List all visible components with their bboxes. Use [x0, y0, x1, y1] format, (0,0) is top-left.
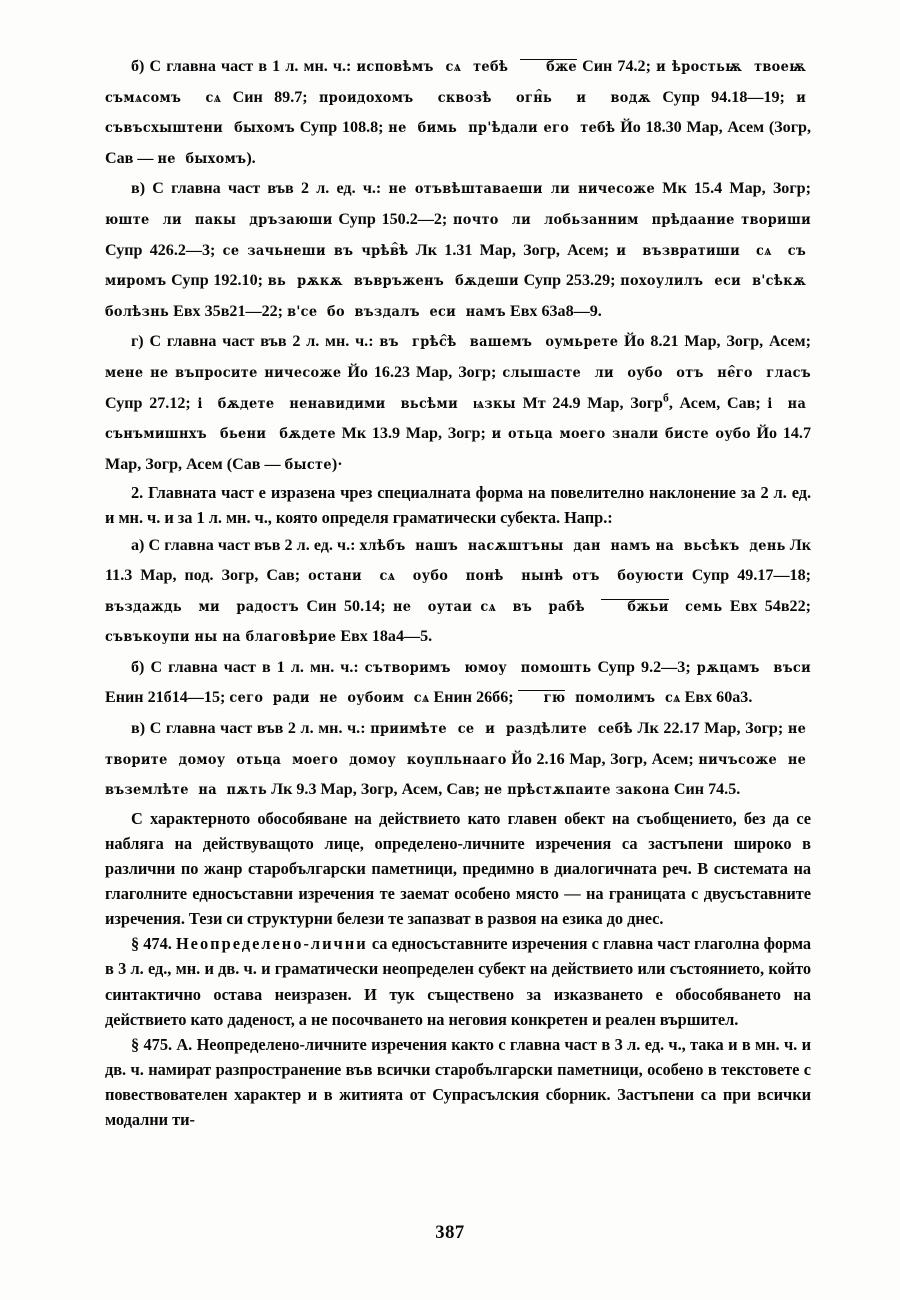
paragraph-summary: С характерното обособяване на действието като главен обект на съобщението, без да се набляга на действуващото лице, определено-личните изречения са застъпени широко в различни по жанр старобългарски паметници, предимно в диалогичната реч. В системата на глаголните едносъставни изречения те заемат особено място — на границата с двусъставните изречения. Тези си структурни белези те запазват в развоя на езика до днес. [105, 808, 811, 929]
paragraph-2: 2. Главната част е изразена чрез специалната форма на повелително наклонение за 2 л. ед. и мн. ч. и за 1 л. мн. ч., която определя граматически субекта. Напр.: [105, 483, 811, 528]
item-lead-v2: С главна част във 2 л. мн. ч.: [149, 720, 366, 738]
citation: Супр 27.12; [105, 394, 191, 412]
ocs-quote: остани сѧ оубо понѣ нынѣ отъ боуюсти [308, 568, 684, 585]
example-item-v-1 [105, 174, 811, 327]
ocs-quote: слышасте ли оубо отъ н ^его гласъ [502, 365, 811, 381]
ocs-quote: не бимь пр'ѣдали его тебѣ [388, 120, 616, 137]
citation: Евх 63а8—9. [509, 302, 602, 320]
ocs-quote: бысте [284, 456, 332, 473]
ocs-quote: и отьца моего знали бисте оубо [491, 426, 751, 443]
citation: Супр 192.10; [171, 272, 264, 290]
ocs-quote: юште ли пакы дръзаюши [105, 211, 333, 228]
citation: Евх 18а4—5. [340, 628, 433, 646]
item-lead-b: С главна част в 1 л. мн. ч.: [149, 58, 352, 75]
citation: Йо 14.7 Мар, Зогр, Асем (Сав — [105, 425, 811, 473]
citation: Евх 60а3. [684, 689, 753, 707]
citation: Син 50.14; [306, 597, 386, 615]
citation: Супр 150.2—2; [338, 210, 448, 228]
citation: Йо 18.30 Мар, Асем (Зогр, Сав — [105, 119, 812, 167]
ocs-quote: исповѣмъ сѧ тебѣ бже [356, 59, 577, 75]
paragraph-475: § 475. А. Неопределено-личните изречения както с главна част в 3 л. ед. ч., така и в мн. ч. и дв. ч. намират разпространение във всички старобългарски паметници, особено в текстовете с повествователен характер и в житията от Супрасълския сборник. Застъпени са при всички модални ти- [105, 1034, 811, 1129]
text-block [105, 52, 811, 1132]
citation: Супр 9.2—3; [597, 658, 691, 676]
citation: Енин 21б14—15; [105, 689, 226, 707]
ocs-quote: не творите домоу отьца моего домоу коупльнааго [105, 721, 811, 768]
item-label-v2: в) [131, 720, 146, 738]
citation: ). [246, 149, 256, 167]
citation: Евх 35в21—22; [173, 302, 284, 320]
ocs-quote: не оутаи сѧ въ рабѣ бжьи семь [393, 598, 723, 615]
ocs-quote: не отъвѣштаваеши ли ничесоже [388, 181, 656, 198]
example-item-v-2 [105, 714, 811, 806]
example-item-b-1 [105, 52, 811, 174]
term-474: Неопределено-лични [175, 934, 368, 954]
ocs-quote: в'се бо въздалъ еси намъ [287, 303, 506, 320]
ocs-quote: хлѣбъ нашъ насѫштъны дан намъ на вьсѣкъ день [359, 537, 786, 554]
citation: Лк 9.3 Мар, Зогр, Асем, Сав; [271, 781, 481, 799]
paragraph-474-body: са едносъставните изречения с главна част глаголна форма в 3 л. ед., мн. и дв. ч. и граматически неопределен субект на действието или състоянието, който синтактично остава неизразен. И тук съществено за изказването е обособяването на действието като даденост, а не посочването на неговия конкретен и реален вършител. [105, 934, 811, 1029]
citation: Йо 8.21 Мар, Зогр, Асем; [624, 333, 811, 351]
ocs-quote: вь рѫкѫ въвръженъ бѫдеши [267, 273, 519, 290]
item-label-a: а) [131, 536, 145, 554]
example-item-b-2 [105, 653, 811, 714]
example-item-a-2 [105, 531, 811, 653]
citation: Супр 94.18—19; [662, 88, 785, 106]
citation: Син 74.5. [673, 781, 741, 799]
citation: Супр 253.29; [523, 272, 616, 290]
ocs-quote: ничъсоже не въземлѣте на пѫть [105, 751, 811, 799]
ocs-quote: приимѣте се и раздѣлите себѣ [370, 721, 633, 738]
citation: Син 89.7; [232, 88, 308, 106]
ocs-quote: мене не въпросите ничесоже [105, 364, 342, 381]
ocs-quote: съвъкоупи ны на благовѣрие [105, 629, 337, 646]
citation: Лк 1.31 Мар, Зогр, Асем; [415, 241, 610, 259]
item-lead-g: С главна част във 2 л. мн. ч.: [149, 333, 374, 351]
ocs-quote: и възвратиши сѧ съ миромъ [105, 242, 811, 290]
citation: Мт 24.9 Мар, Зогр$^б$, Асем, Сав; [522, 391, 761, 412]
item-label-g: г) [131, 333, 144, 351]
ocs-quote: и съвъсхыштени быхомъ [105, 89, 811, 137]
citation: Лк 22.17 Мар, Зогр; [637, 720, 784, 738]
ocs-quote: і на сънъмишнхъ бьени бѫдете [105, 395, 811, 443]
ocs-quote: і бѫдете ненавидими вьсѣми ѩзкы [197, 395, 516, 412]
ocs-quote: не прѣстѫпаите закона [484, 782, 670, 799]
example-item-g-1 [105, 327, 811, 480]
citation: Лк 11.3 Мар, под. Зогр, Сав; [105, 536, 812, 585]
citation: Супр 49.17—18; [691, 567, 811, 585]
ocs-quote: не быхомъ [157, 150, 247, 167]
item-label-v: в) [131, 180, 146, 198]
item-label-b2: б) [131, 658, 145, 676]
ocs-quote: рѫцамъ въси [696, 659, 811, 676]
ocs-quote: се зачьнеши въ чрѣ ^вѣ [223, 243, 409, 259]
ocs-quote: въ грѣ ^сѣ вашемъ оумьрете [379, 334, 618, 350]
ocs-quote: сего ради не оубоим сѧ [229, 690, 430, 707]
ocs-quote: проидохомъ сквозѣ ог ^нь и водѫ [319, 90, 651, 106]
citation: Енин 26б6; [433, 689, 514, 707]
citation: Евх 54в22; [729, 597, 811, 615]
item-lead-b2: С главна част в 1 л. мн. ч.: [150, 658, 359, 676]
superscript-letter: б [663, 391, 669, 405]
citation: Супр 108.8; [299, 119, 384, 137]
page-number: 387 [435, 1222, 465, 1243]
section-number-474: § 474. [131, 934, 172, 954]
ocs-quote: гю помолимъ сѧ [518, 690, 681, 706]
citation: Йо 16.23 Мар, Зогр; [347, 363, 497, 381]
ocs-quote: почто ли лобьзанним прѣдаание твориши [453, 211, 812, 228]
citation: )· [331, 455, 343, 473]
item-lead-a: С главна част във 2 л. ед. ч.: [148, 536, 356, 554]
ocs-quote: похоулилъ еси в'сѣкѫ болѣзнь [105, 273, 812, 320]
paragraph-474 [105, 931, 811, 1031]
ocs-quote: сътворимъ юмоу помошть [364, 659, 592, 676]
citation: Мк 15.4 Мар, Зогр; [662, 180, 811, 198]
citation: Син 74.2; [582, 58, 651, 75]
citation: Йо 2.16 Мар, Зогр, Асем; [511, 750, 694, 768]
item-lead-v: С главна част във 2 л. ед. ч.: [152, 180, 382, 198]
item-label-b: б) [131, 58, 145, 75]
citation: Мк 13.9 Мар, Зогр; [341, 425, 486, 443]
ocs-quote: въздаждь ми радостъ [105, 598, 299, 615]
citation: Супр 426.2—3; [105, 241, 216, 259]
ocs-quote: и ѣростьѭ твоеѭ съмѧсомъ сѧ [105, 59, 812, 106]
